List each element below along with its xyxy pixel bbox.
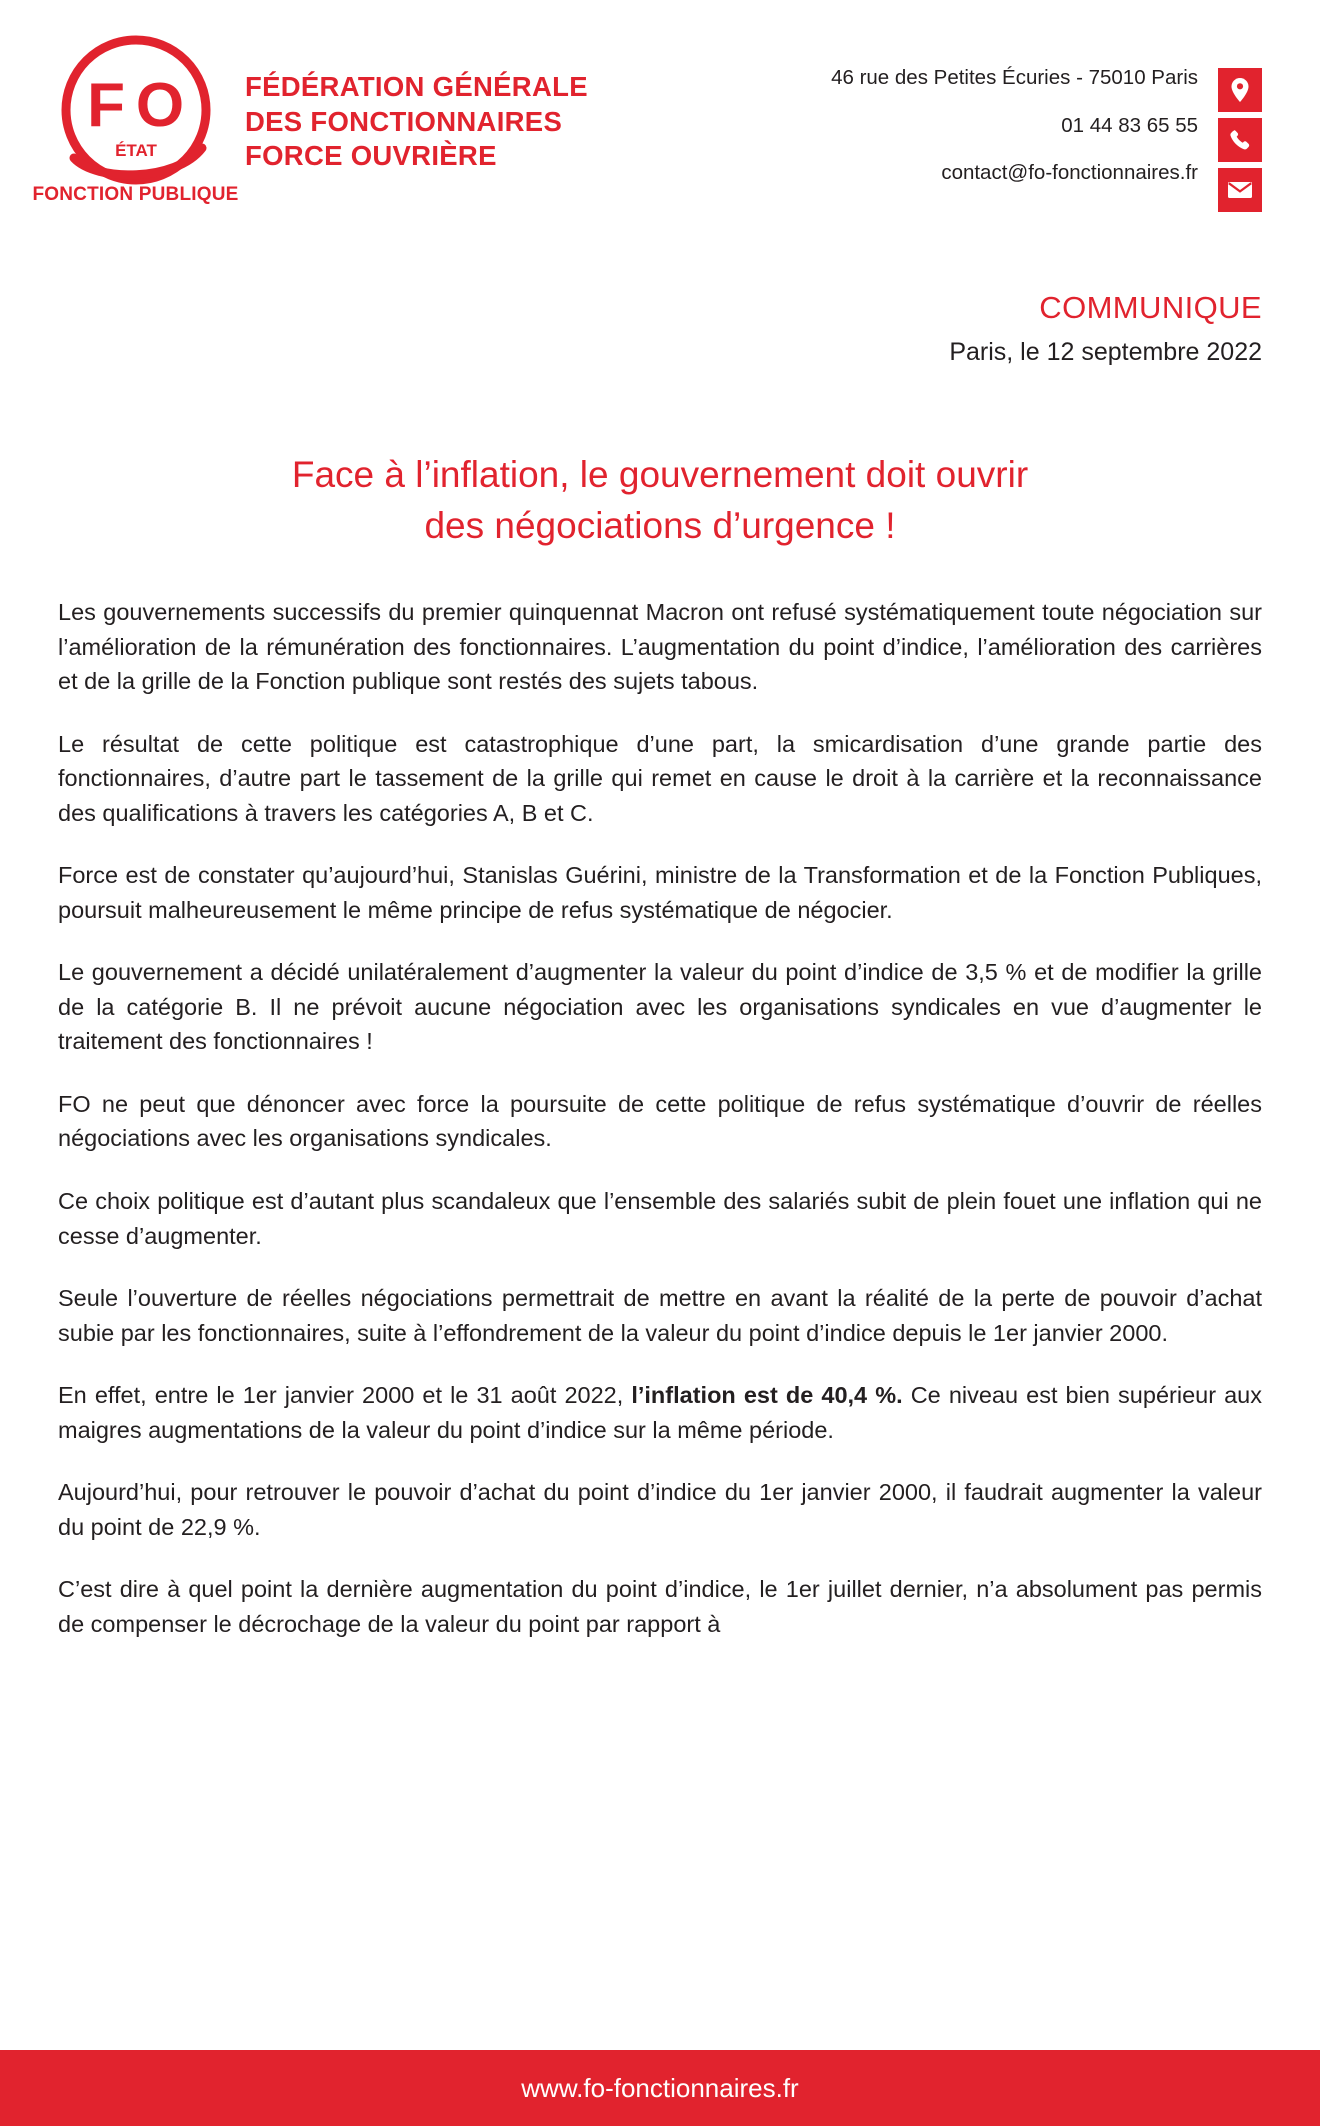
fo-logo-icon [56, 30, 216, 190]
logo-caption: FONCTION PUBLIQUE [32, 184, 239, 205]
body-paragraph: FO ne peut que dénoncer avec force la poursuite de cette politique de refus systématique d’ouvrir de réelles négociations avec les organisations syndicales. [58, 1090, 1262, 1152]
footer-website-link[interactable]: www.fo-fonctionnaires.fr [521, 2072, 799, 2103]
contact-phone: 01 44 83 65 55 [1061, 113, 1198, 137]
document-header [0, 0, 1320, 212]
contact-icons [1218, 68, 1262, 212]
federation-line-2: DES FONCTIONNAIRES [245, 105, 563, 137]
body-paragraph: Le gouvernement a décidé unilatéralement d’augmenter la valeur du point d’indice de 3,5 % et de modifier la grille de la catégorie B. Il ne prévoit aucune négociation avec les organisations syndicales en vue d’augmenter le traitement des fonctionnaires ! [58, 959, 1262, 1055]
svg-text:O: O [135, 71, 184, 140]
body-paragraph: C’est dire à quel point la dernière augmentation du point d’indice, le 1er juillet dernier, n’a absolument pas permis de compenser le décrochage de la valeur du point par rapport à [58, 1576, 1262, 1637]
document-footer [0, 2050, 1320, 2126]
body-paragraph: Force est de constater qu’aujourd’hui, Stanislas Guérini, ministre de la Transformation et de la Fonction Publiques, poursuit malheureusement le même principe de refus systématique de négocier. [58, 862, 1262, 923]
document-body [0, 551, 1320, 2024]
federation-line-3: FORCE OUVRIÈRE [245, 140, 497, 172]
page-title-line-1: Face à l’inflation, le gouvernement doit ouvrir [291, 454, 1029, 495]
body-paragraph: Le résultat de cette politique est catastrophique d’une part, la smicardisation d’une grande partie des fonctionnaires, d’autre part le tassement de la grille qui remet en cause le droit à la carrière et la reconnaissance des qualifications à travers les catégories A, B et C. [58, 730, 1262, 826]
highlight-lead: En effet, entre le 1er janvier 2000 et le 31 août 2022, [58, 1382, 632, 1409]
contact-email[interactable]: contact@fo-fonctionnaires.fr [941, 161, 1198, 184]
body-paragraph: Ce choix politique est d’autant plus scandaleux que l’ensemble des salariés subit de plein fouet une inflation qui ne cesse d’augmenter. [58, 1188, 1262, 1249]
envelope-icon [1218, 168, 1262, 212]
highlight-rest: Ce niveau est bien supérieur aux maigres augmentations de la valeur du point d’indice sur la même période. [58, 1382, 1262, 1443]
contact-address: 46 rue des Petites Écuries - 75010 Paris [831, 66, 1198, 89]
svg-text:ÉTAT: ÉTAT [114, 141, 157, 160]
highlight-paragraph [58, 1378, 1262, 1447]
body-paragraph: Seule l’ouverture de réelles négociations permettrait de mettre en avant la réalité de la perte de pouvoir d’achat subie par les fonctionnaires, suite à l’effondrement de la valeur du point d’indice depuis le 1er janvier 2000. [58, 1285, 1262, 1346]
page-title-line-2: des négociations d’urgence ! [424, 505, 896, 547]
footer-spacer [0, 2024, 1320, 2050]
communique-label: COMMUNIQUE [1039, 290, 1262, 325]
body-paragraph: Aujourd’hui, pour retrouver le pouvoir d’achat du point d’indice du 1er janvier 2000, il faudrait augmenter la valeur du point de 22,9 %. [58, 1479, 1262, 1540]
communique-block [0, 212, 1320, 367]
contact-lines [831, 68, 1218, 184]
svg-text:F: F [86, 71, 125, 140]
phone-icon [1218, 118, 1262, 162]
location-pin-icon [1218, 68, 1262, 112]
communique-date: Paris, le 12 septembre 2022 [949, 338, 1262, 366]
federation-line-1: FÉDÉRATION GÉNÉRALE [245, 71, 588, 102]
body-paragraph: Les gouvernements successifs du premier quinquennat Macron ont refusé systématiquement toute négociation sur l’amélioration de la rémunération des fonctionnaires. L’augmentation du point d’indice, l’amélioration des carrières et de la grille de la Fonction publique sont restés des sujets tabous. [58, 599, 1262, 695]
logo-wrap [32, 30, 239, 206]
highlight-bold: l’inflation est de 40,4 %. [631, 1382, 903, 1409]
page-title [0, 367, 1320, 551]
federation-name [245, 70, 588, 174]
contact-block [831, 30, 1262, 212]
brand-block [32, 30, 588, 206]
